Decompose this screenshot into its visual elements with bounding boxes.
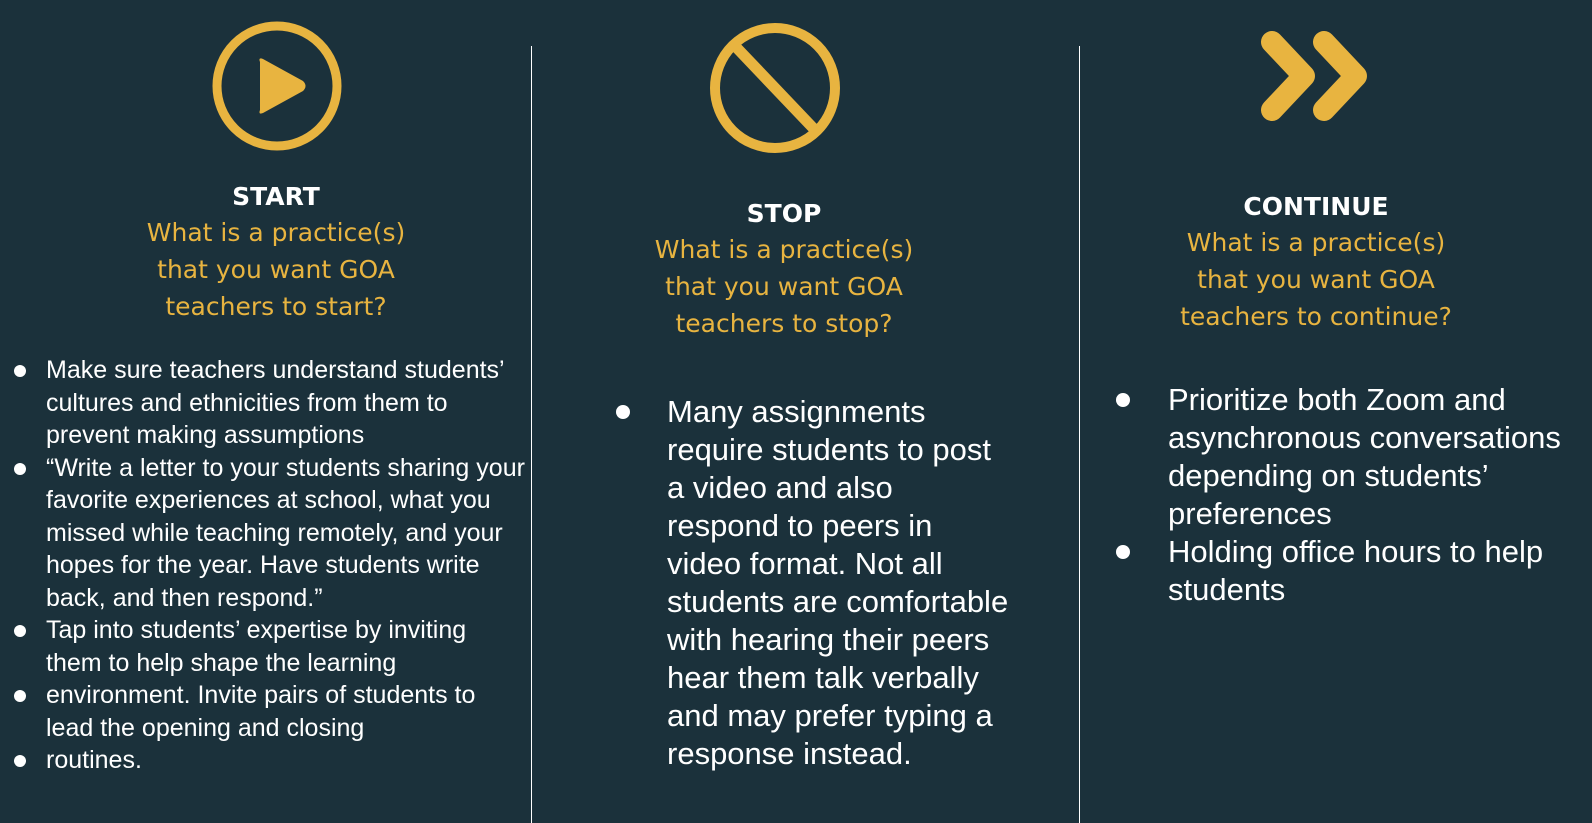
list-item xyxy=(46,744,526,777)
start-question-line: that you want GOA xyxy=(157,255,395,284)
bullet-dot xyxy=(14,625,26,637)
stop-title: STOP xyxy=(746,199,822,228)
prohibited-icon xyxy=(708,21,842,155)
start-question-line: What is a practice(s) xyxy=(146,218,406,247)
stop-question xyxy=(604,231,964,342)
list-item-text: Tap into students’ expertise by inviting them to help shape the learning xyxy=(46,616,467,677)
list-item xyxy=(46,679,526,744)
bullet-dot xyxy=(616,405,630,419)
list-item-text: routines. xyxy=(46,746,142,774)
bullet-dot xyxy=(14,463,26,475)
stop-heading xyxy=(604,197,964,342)
list-item xyxy=(46,452,526,615)
continue-title: CONTINUE xyxy=(1243,192,1389,221)
start-question xyxy=(96,214,456,325)
stop-question-line: that you want GOA xyxy=(665,272,903,301)
column-divider-left xyxy=(531,46,532,823)
start-heading xyxy=(96,180,456,325)
continue-question-line: What is a practice(s) xyxy=(1186,228,1446,257)
list-item xyxy=(1168,381,1588,533)
start-list xyxy=(46,354,526,777)
bullet-dot xyxy=(1116,545,1130,559)
column-divider-right xyxy=(1079,46,1080,823)
bullet-dot xyxy=(1116,393,1130,407)
list-item-text: environment. Invite pairs of students to lead the opening and closing xyxy=(46,681,476,742)
continue-heading xyxy=(1126,190,1506,335)
bullet-dot xyxy=(14,690,26,702)
list-item xyxy=(46,354,526,452)
bullet-dot xyxy=(14,755,26,767)
stop-list xyxy=(667,393,1012,773)
list-item xyxy=(1168,533,1588,609)
list-item-text: Make sure teachers understand students’ cultures and ethnicities from them to prevent making assumptions xyxy=(46,356,504,449)
list-item-text: Many assignments require students to post a video and also respond to peers in video format. Not all students are comfortable with hearing their peers hear them talk verbally and may prefer typing a response instead. xyxy=(667,394,1009,771)
stop-question-line: teachers to stop? xyxy=(675,309,893,338)
continue-question xyxy=(1126,224,1506,335)
list-item-text: Prioritize both Zoom and asynchronous conversations depending on students’ preferences xyxy=(1168,382,1561,531)
continue-question-line: that you want GOA xyxy=(1197,265,1435,294)
list-item xyxy=(667,393,1012,773)
continue-list xyxy=(1168,381,1588,609)
play-icon xyxy=(210,19,344,153)
start-question-line: teachers to start? xyxy=(165,292,387,321)
start-title: START xyxy=(232,182,320,211)
list-item-text: “Write a letter to your students sharing your favorite experiences at school, what you missed while teaching remotely, and your hopes for the year. Have students write back, and then respond.” xyxy=(46,453,525,612)
bullet-dot xyxy=(14,365,26,377)
list-item xyxy=(46,614,526,679)
stop-question-line: What is a practice(s) xyxy=(654,235,914,264)
list-item-text: Holding office hours to help students xyxy=(1168,534,1544,607)
fast-forward-chevrons-icon xyxy=(1258,30,1374,124)
continue-question-line: teachers to continue? xyxy=(1180,302,1452,331)
